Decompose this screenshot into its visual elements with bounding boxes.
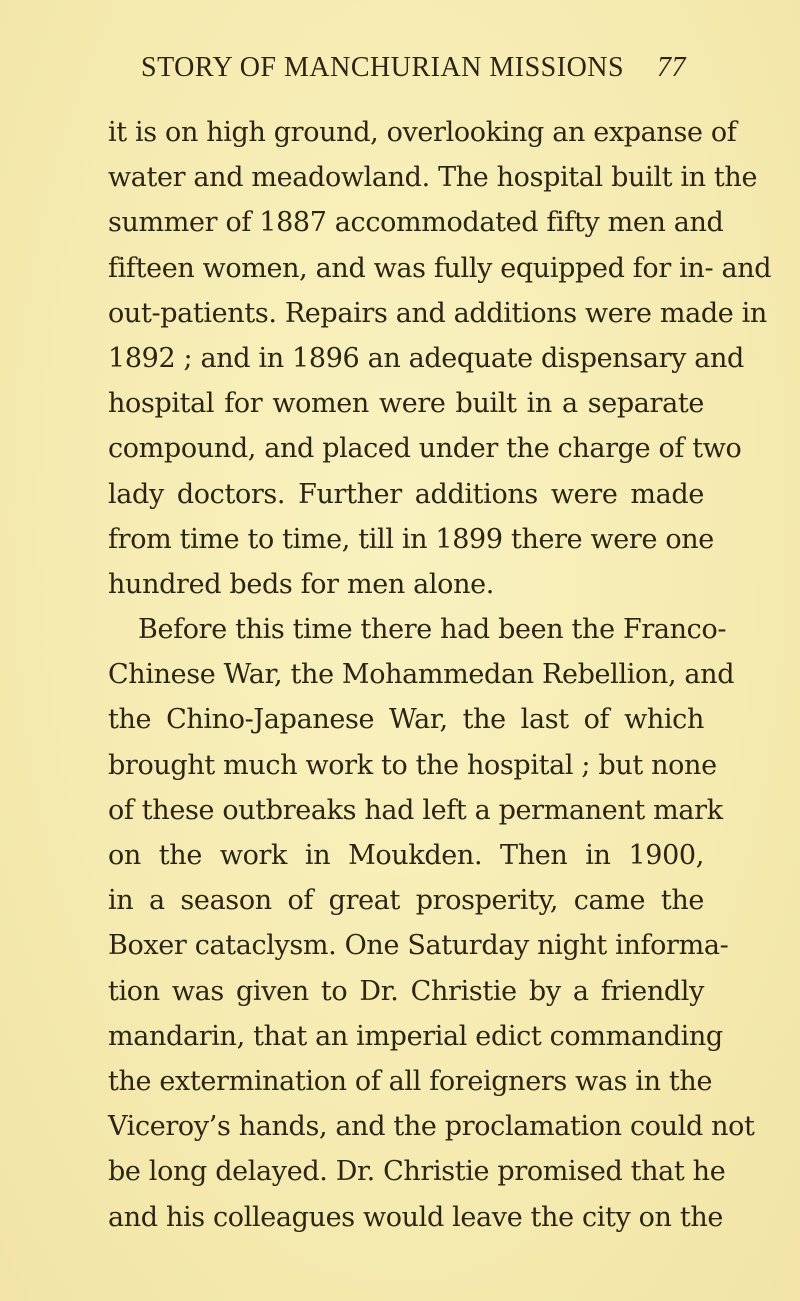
text-line: from time to time, till in 1899 there were one (108, 523, 714, 555)
text-line: Before this time there had been the Franco- (138, 614, 727, 646)
text-line: 1892 ; and in 1896 an adequate dispensary and (108, 342, 744, 374)
text-line: the Chino-Japanese War, the last of which (108, 704, 704, 736)
text-line: compound, and placed under the charge of two (108, 433, 742, 465)
running-head-title: STORY OF MANCHURIAN MISSIONS (141, 52, 625, 83)
text-line: of these outbreaks had left a permanent mark (108, 794, 723, 826)
text-line: fifteen women, and was fully equipped for in- and (108, 252, 772, 284)
text-line: hospital for women were built in a separate (108, 388, 704, 420)
page-number: 77 (657, 52, 686, 83)
text-line: in a season of great prosperity, came the (108, 885, 704, 917)
text-line: be long delayed. Dr. Christie promised that he (108, 1156, 726, 1188)
body-text (108, 110, 772, 1240)
text-line: it is on high ground, overlooking an expanse of (108, 117, 737, 148)
text-line: Boxer cataclysm. One Saturday night informa- (108, 930, 729, 962)
text-line: mandarin, that an imperial edict commanding (108, 1020, 723, 1052)
text-line: Viceroy’s hands, and the proclamation could not (108, 1111, 755, 1143)
text-line: brought much work to the hospital ; but none (108, 749, 717, 781)
text-line: on the work in Moukden. Then in 1900, (108, 840, 704, 871)
text-line: hundred beds for men alone. (108, 568, 494, 600)
text-line: out-patients. Repairs and additions were made in (108, 297, 767, 329)
running-head (141, 52, 686, 92)
text-line: summer of 1887 accommodated fifty men and (108, 207, 724, 239)
text-line: and his colleagues would leave the city on the (108, 1201, 723, 1233)
text-line: lady doctors. Further additions were made (108, 478, 704, 510)
text-line: the extermination of all foreigners was in the (108, 1065, 713, 1097)
text-line: water and meadowland. The hospital built in the (108, 162, 758, 194)
text-line: Chinese War, the Mohammedan Rebellion, and (108, 659, 735, 691)
text-line: tion was given to Dr. Christie by a friendly (108, 975, 704, 1007)
